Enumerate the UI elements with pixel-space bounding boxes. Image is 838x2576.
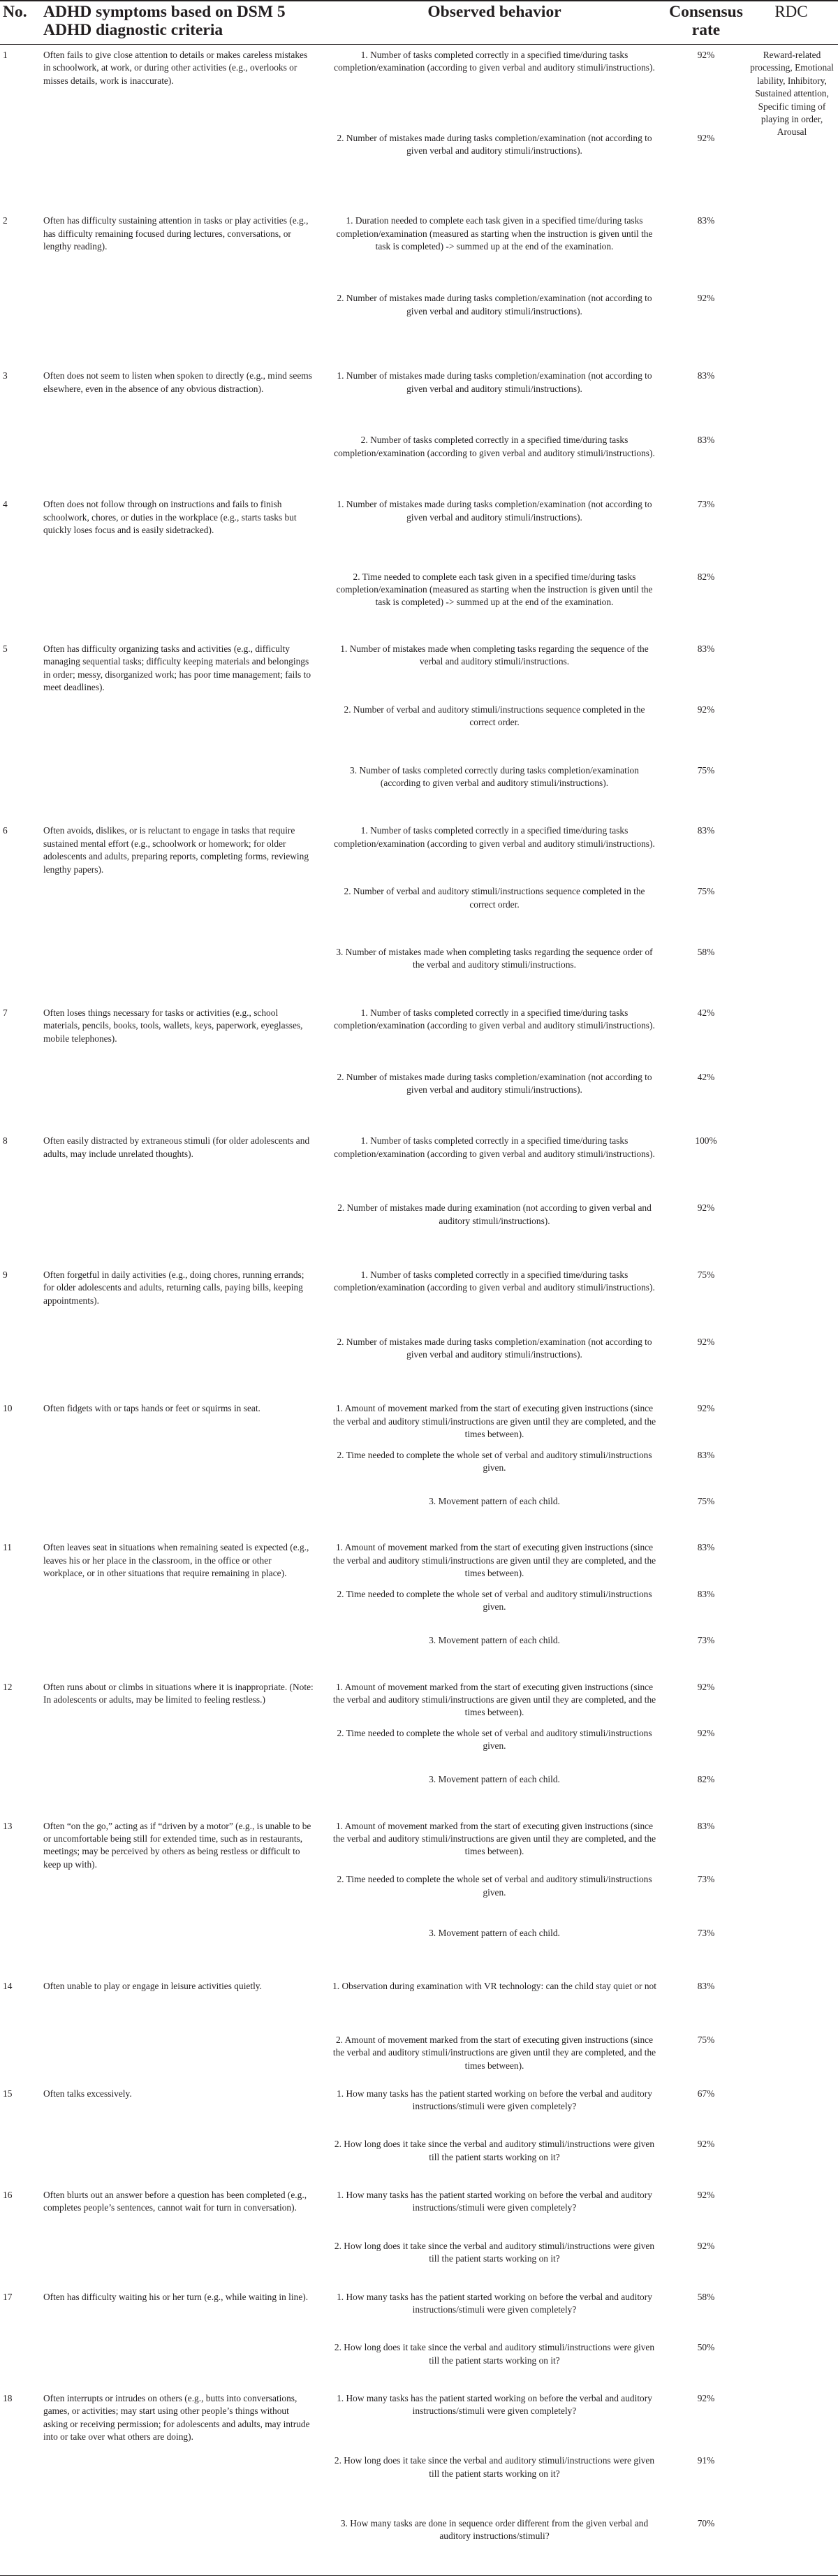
- observed-behaviors: [321, 2287, 744, 2389]
- observed-behavior-text: 1. Number of tasks completed correctly in a specified time/during tasks completion/examination (according to given verbal and auditory stimuli/instructions).: [334, 50, 655, 73]
- behavior-row: [321, 699, 744, 760]
- observed-behavior-text: 1. Number of tasks completed correctly in a specified time/during tasks completion/examination (according to given verbal and auditory stimuli/instructions).: [334, 1269, 655, 1293]
- consensus-rate-value: 82%: [697, 1774, 715, 1785]
- symptom-row: [0, 1976, 838, 2083]
- behavior-row: [321, 1398, 744, 1444]
- behavior-row: [321, 2236, 744, 2287]
- consensus-rate-value: 75%: [697, 886, 715, 897]
- behavior-row: [321, 760, 744, 821]
- observed-behaviors: [321, 2388, 744, 2575]
- symptom-row: [0, 2287, 838, 2389]
- behavior-row: [321, 639, 744, 699]
- row-number: 12: [3, 1681, 13, 1692]
- consensus-rate-value: 82%: [697, 571, 715, 582]
- observed-behavior-text: 2. Number of verbal and auditory stimuli/instructions sequence completed in the correct order.: [344, 886, 645, 910]
- rdc-text: [744, 2185, 838, 2287]
- observed-behavior-text: 1. How many tasks has the patient started working on before the verbal and auditory instructions/stimuli were given completely?: [337, 2291, 652, 2315]
- symptom-text: Often does not follow through on instructions and fails to finish schoolwork, chores, or duties in the workplace (e.g., starts tasks but quickly loses focus and is easily sidetracked).: [43, 499, 297, 536]
- observed-behavior-text: 2. Number of verbal and auditory stimuli/instructions sequence completed in the correct order.: [344, 704, 645, 728]
- behavior-row: [321, 365, 744, 430]
- header-no: No.: [3, 3, 27, 21]
- behavior-row: [321, 820, 744, 881]
- symptom-row: [0, 1398, 838, 1537]
- consensus-rate-value: 83%: [697, 1981, 715, 1992]
- observed-behavior-text: 1. Number of mistakes made during tasks completion/examination (not according to given verbal and auditory stimuli/instructions).: [337, 370, 652, 394]
- observed-behavior-text: 3. Number of mistakes made when completing tasks regarding the sequence order of the verbal and auditory stimuli/instructions.: [336, 946, 653, 970]
- behavior-row: [321, 1537, 744, 1583]
- observed-behavior-text: 2. How long does it take since the verbal and auditory stimuli/instructions were given till the patient starts working on it?: [334, 2240, 655, 2264]
- consensus-rate-value: 92%: [697, 704, 715, 715]
- consensus-rate-value: 73%: [697, 1635, 715, 1646]
- header-rdc: RDC: [774, 3, 808, 20]
- observed-behavior-text: 3. Movement pattern of each child.: [429, 1774, 560, 1785]
- behavior-row: [321, 430, 744, 494]
- observed-behavior-text: 1. Amount of movement marked from the start of executing given instructions (since the verbal and auditory stimuli/instructions are given until they are completed, and the times between).: [332, 1820, 656, 1857]
- behavior-row: [321, 45, 744, 128]
- consensus-rate-value: 73%: [697, 499, 715, 510]
- consensus-rate-value: 67%: [697, 2088, 715, 2099]
- observed-behavior-text: 1. How many tasks has the patient started working on before the verbal and auditory instructions/stimuli were given completely?: [337, 2088, 652, 2111]
- observed-behavior-text: 3. Movement pattern of each child.: [429, 1635, 560, 1646]
- observed-behavior-text: 2. Time needed to complete the whole set of verbal and auditory stimuli/instructions given.: [337, 1449, 652, 1473]
- observed-behavior-text: 2. How long does it take since the verbal and auditory stimuli/instructions were given till the patient starts working on it?: [334, 2342, 655, 2366]
- row-number: 11: [3, 1542, 12, 1553]
- consensus-rate-value: 83%: [697, 435, 715, 446]
- observed-behaviors: [321, 639, 744, 820]
- observed-behavior-text: 1. Observation during examination with VR technology: can the child stay quiet or not: [332, 1981, 656, 1992]
- symptom-text: Often fidgets with or taps hands or feet or squirms in seat.: [43, 1403, 260, 1414]
- row-number: 8: [3, 1135, 8, 1147]
- observed-behavior-text: 2. Time needed to complete the whole set of verbal and auditory stimuli/instructions given.: [337, 1727, 652, 1752]
- observed-behaviors: [321, 2083, 744, 2185]
- behavior-row: [321, 210, 744, 288]
- rdc-text: [744, 2083, 838, 2185]
- row-number: 1: [3, 50, 8, 60]
- consensus-rate-value: 92%: [697, 1681, 715, 1692]
- consensus-rate-value: 92%: [697, 1727, 715, 1738]
- symptom-row: [0, 45, 838, 210]
- observed-behavior-text: 2. Number of mistakes made during tasks completion/examination (not according to given verbal and auditory stimuli/instructions).: [337, 132, 652, 157]
- behavior-row: [321, 1584, 744, 1630]
- observed-behaviors: [321, 1003, 744, 1131]
- symptom-text: Often loses things necessary for tasks or activities (e.g., school materials, pencils, books, tools, wallets, keys, paperwork, eyeglasses, mobile telephones).: [43, 1007, 303, 1044]
- observed-behavior-text: 1. Number of tasks completed correctly in a specified time/during tasks completion/examination (according to given verbal and auditory stimuli/instructions).: [334, 825, 655, 849]
- consensus-rate-value: 91%: [697, 2455, 715, 2466]
- consensus-rate-value: 83%: [697, 1449, 715, 1460]
- consensus-rate-value: 83%: [697, 1588, 715, 1599]
- observed-behavior-text: 3. Number of tasks completed correctly during tasks completion/examination (according to given verbal and auditory stimuli/instructions).: [350, 764, 639, 788]
- consensus-rate-value: 92%: [697, 50, 715, 60]
- behavior-row: [321, 2513, 744, 2575]
- symptom-row: [0, 2388, 838, 2575]
- symptom-row: [0, 210, 838, 365]
- symptom-row: [0, 639, 838, 820]
- header-consensus-rate: Consensus rate: [669, 3, 743, 39]
- consensus-rate-value: 83%: [697, 825, 715, 836]
- symptom-text: Often does not seem to listen when spoken to directly (e.g., mind seems elsewhere, even in the absence of any obvious distraction).: [43, 370, 312, 394]
- behavior-row: [321, 1332, 744, 1399]
- behavior-row: [321, 128, 744, 211]
- behavior-row: [321, 1816, 744, 1870]
- observed-behavior-text: 2. Number of tasks completed correctly in a specified time/during tasks completion/examination (according to given verbal and auditory stimuli/instructions).: [334, 435, 655, 458]
- observed-behavior-text: 2. Time needed to complete the whole set of verbal and auditory stimuli/instructions given.: [337, 1874, 652, 1898]
- observed-behavior-text: 2. Time needed to complete the whole set of verbal and auditory stimuli/instructions given.: [337, 1588, 652, 1613]
- observed-behavior-text: 1. Duration needed to complete each task given in a specified time/during tasks completion/examination (measured as starting when the instruction is given until the task is completed) -> summed up at the end of the examination.: [336, 215, 653, 252]
- consensus-rate-value: 83%: [697, 643, 715, 654]
- consensus-rate-value: 92%: [697, 1202, 715, 1214]
- symptom-row: [0, 1003, 838, 1131]
- rdc-text: [744, 820, 838, 1002]
- consensus-rate-value: 42%: [697, 1071, 715, 1082]
- observed-behavior-text: 1. How many tasks has the patient started working on before the verbal and auditory instructions/stimuli were given completely?: [337, 2393, 652, 2417]
- observed-behaviors: [321, 1816, 744, 1977]
- row-number: 2: [3, 215, 8, 226]
- observed-behavior-text: 2. Number of mistakes made during tasks completion/examination (not according to given verbal and auditory stimuli/instructions).: [337, 1336, 652, 1360]
- behavior-row: [321, 1130, 744, 1198]
- symptom-text: Often easily distracted by extraneous stimuli (for older adolescents and adults, may include unrelated thoughts).: [43, 1135, 310, 1159]
- behavior-row: [321, 1491, 744, 1537]
- rdc-text: [744, 1265, 838, 1398]
- row-number: 5: [3, 643, 8, 654]
- observed-behaviors: [321, 2185, 744, 2287]
- symptom-text: Often avoids, dislikes, or is reluctant to engage in tasks that require sustained mental effort (e.g., schoolwork or homework; for older adolescents and adults, preparing reports, completing forms, reviewing lengthy papers).: [43, 825, 309, 875]
- behavior-row: [321, 942, 744, 1003]
- rdc-text: Reward-related processing, Emotional lability, Inhibitory, Sustained attention, Specific timing of playing in order, Arousal: [750, 50, 834, 138]
- symptom-text: Often runs about or climbs in situations where it is inappropriate. (Note: In adolescents or adults, may be limited to feeling restless.): [43, 1681, 314, 1705]
- consensus-rate-value: 58%: [697, 946, 715, 957]
- observed-behaviors: [321, 45, 744, 210]
- symptom-text: Often has difficulty waiting his or her turn (e.g., while waiting in line).: [43, 2291, 309, 2302]
- consensus-rate-value: 58%: [697, 2291, 715, 2302]
- behavior-row: [321, 2450, 744, 2512]
- row-number: 10: [3, 1403, 13, 1414]
- symptom-row: [0, 2083, 838, 2185]
- behavior-row: [321, 288, 744, 365]
- observed-behaviors: [321, 1398, 744, 1537]
- behavior-row: [321, 881, 744, 942]
- rdc-text: [744, 494, 838, 639]
- observed-behaviors: [321, 1976, 744, 2083]
- behavior-row: [321, 1198, 744, 1265]
- consensus-rate-value: 83%: [697, 215, 715, 226]
- observed-behavior-text: 3. Movement pattern of each child.: [429, 1927, 560, 1938]
- consensus-rate-value: 73%: [697, 1927, 715, 1938]
- observed-behavior-text: 2. Time needed to complete each task given in a specified time/during tasks completion/examination (measured as starting when the instruction is given until the task is completed) -> summed up at the end of the examination.: [336, 571, 653, 608]
- behavior-row: [321, 2134, 744, 2185]
- symptom-text: Often blurts out an answer before a question has been completed (e.g., completes people’s sentences, cannot wait for turn in conversation).: [43, 2190, 307, 2213]
- observed-behaviors: [321, 494, 744, 639]
- observed-behaviors: [321, 1130, 744, 1264]
- consensus-rate-value: 92%: [697, 293, 715, 304]
- consensus-rate-value: 75%: [697, 764, 715, 776]
- behavior-row: [321, 2287, 744, 2338]
- table-header-row: [0, 0, 838, 45]
- behavior-row: [321, 1769, 744, 1815]
- behavior-row: [321, 1630, 744, 1676]
- rdc-text: [744, 210, 838, 365]
- symptom-row: [0, 1265, 838, 1398]
- row-number: 6: [3, 825, 8, 836]
- observed-behavior-text: 3. How many tasks are done in sequence order different from the given verbal and auditory instructions/stimuli?: [340, 2517, 649, 2542]
- behavior-row: [321, 1923, 744, 1977]
- symptom-text: Often unable to play or engage in leisure activities quietly.: [43, 1981, 262, 1992]
- observed-behavior-text: 2. Amount of movement marked from the start of executing given instructions (since the verbal and auditory stimuli/instructions are given until they are completed, and the times between).: [332, 2034, 656, 2071]
- symptom-row: [0, 494, 838, 639]
- behavior-row: [321, 1677, 744, 1723]
- consensus-rate-value: 42%: [697, 1007, 715, 1018]
- behavior-row: [321, 1003, 744, 1067]
- consensus-rate-value: 92%: [697, 2139, 715, 2150]
- symptom-text: Often has difficulty sustaining attention in tasks or play activities (e.g., has difficulty remaining focused during lectures, conversations, or lengthy reading).: [43, 215, 309, 252]
- consensus-rate-value: 92%: [697, 1336, 715, 1347]
- rdc-text: [744, 1130, 838, 1264]
- observed-behavior-text: 1. Amount of movement marked from the start of executing given instructions (since the verbal and auditory stimuli/instructions are given until they are completed, and the times between).: [332, 1403, 656, 1440]
- rdc-text: [744, 2287, 838, 2389]
- header-observed-behavior: Observed behavior: [427, 3, 561, 21]
- consensus-rate-value: 83%: [697, 1820, 715, 1831]
- symptom-row: [0, 1677, 838, 1816]
- row-number: 15: [3, 2088, 13, 2099]
- consensus-rate-value: 92%: [697, 132, 715, 143]
- observed-behavior-text: 3. Movement pattern of each child.: [429, 1496, 560, 1507]
- rdc-text: [744, 1003, 838, 1131]
- rdc-text: [744, 365, 838, 494]
- row-number: 13: [3, 1820, 13, 1831]
- symptom-row: [0, 2185, 838, 2287]
- observed-behavior-text: 1. How many tasks has the patient started working on before the verbal and auditory instructions/stimuli were given completely?: [337, 2190, 652, 2213]
- behavior-row: [321, 1445, 744, 1491]
- observed-behaviors: [321, 1537, 744, 1676]
- symptom-text: Often interrupts or intrudes on others (e.g., butts into conversations, games, or activities; may start using other people’s things without asking or receiving permission; for adolescents and adults, may intrude into or take over what others are doing).: [43, 2393, 310, 2443]
- consensus-rate-value: 92%: [697, 1403, 715, 1414]
- behavior-row: [321, 1976, 744, 2030]
- behavior-row: [321, 1067, 744, 1131]
- rdc-text: [744, 1537, 838, 1676]
- behavior-row: [321, 2337, 744, 2388]
- observed-behavior-text: 1. Number of tasks completed correctly in a specified time/during tasks completion/examination (according to given verbal and auditory stimuli/instructions).: [334, 1007, 655, 1031]
- row-number: 18: [3, 2393, 13, 2403]
- observed-behavior-text: 2. How long does it take since the verbal and auditory stimuli/instructions were given till the patient starts working on it?: [334, 2455, 655, 2479]
- consensus-rate-value: 100%: [695, 1135, 717, 1147]
- consensus-rate-value: 50%: [697, 2342, 715, 2353]
- row-number: 4: [3, 499, 8, 510]
- observed-behavior-text: 2. Number of mistakes made during examination (not according to given verbal and auditory stimuli/instructions).: [337, 1202, 652, 1226]
- observed-behavior-text: 1. Number of mistakes made when completing tasks regarding the sequence of the verbal and auditory stimuli/instructions.: [340, 643, 649, 667]
- consensus-rate-value: 92%: [697, 2190, 715, 2200]
- consensus-rate-value: 73%: [697, 1874, 715, 1885]
- observed-behavior-text: 1. Number of tasks completed correctly in a specified time/during tasks completion/examination (according to given verbal and auditory stimuli/instructions).: [334, 1135, 655, 1159]
- rdc-text: [744, 639, 838, 820]
- row-number: 9: [3, 1269, 8, 1280]
- row-number: 17: [3, 2291, 13, 2302]
- symptom-text: Often forgetful in daily activities (e.g., doing chores, running errands; for older adolescents and adults, returning calls, paying bills, keeping appointments).: [43, 1269, 304, 1306]
- symptom-row: [0, 1816, 838, 1977]
- behavior-row: [321, 1723, 744, 1769]
- header-symptom: ADHD symptoms based on DSM 5 ADHD diagnostic criteria: [43, 3, 286, 39]
- observed-behavior-text: 2. Number of mistakes made during tasks completion/examination (not according to given verbal and auditory stimuli/instructions).: [337, 293, 652, 316]
- rdc-text: [744, 1398, 838, 1537]
- symptom-text: Often “on the go,” acting as if “driven by a motor” (e.g., is unable to be or uncomfortable being still for extended time, such as in restaurants, meetings; may be perceived by others as being restless or difficult to keep up with).: [43, 1820, 311, 1870]
- behavior-row: [321, 2185, 744, 2236]
- rdc-text: [744, 1816, 838, 1977]
- row-number: 14: [3, 1981, 13, 1992]
- row-number: 3: [3, 370, 8, 381]
- symptom-row: [0, 365, 838, 494]
- table-body: [0, 45, 838, 2575]
- row-number: 7: [3, 1007, 8, 1018]
- rdc-text: [744, 1677, 838, 1816]
- consensus-rate-value: 75%: [697, 2034, 715, 2045]
- symptom-text: Often has difficulty organizing tasks and activities (e.g., difficulty managing sequential tasks; difficulty keeping materials and belongings in order; messy, disorganized work; has poor time management; fails to meet deadlines).: [43, 643, 311, 693]
- behavior-row: [321, 1265, 744, 1332]
- symptom-text: Often leaves seat in situations when remaining seated is expected (e.g., leaves his or her place in the classroom, in the office or other workplace, or in other situations that require remaining in place).: [43, 1542, 309, 1579]
- observed-behaviors: [321, 1265, 744, 1398]
- consensus-rate-value: 75%: [697, 1269, 715, 1280]
- observed-behavior-text: 1. Amount of movement marked from the start of executing given instructions (since the verbal and auditory stimuli/instructions are given until they are completed, and the times between).: [332, 1681, 656, 1718]
- observed-behavior-text: 1. Number of mistakes made during tasks completion/examination (not according to given verbal and auditory stimuli/instructions).: [337, 499, 652, 523]
- behavior-row: [321, 494, 744, 566]
- consensus-rate-value: 83%: [697, 1542, 715, 1553]
- observed-behavior-text: 1. Amount of movement marked from the start of executing given instructions (since the verbal and auditory stimuli/instructions are given until they are completed, and the times between).: [332, 1542, 656, 1579]
- consensus-rate-value: 83%: [697, 370, 715, 381]
- observed-behaviors: [321, 210, 744, 365]
- row-number: 16: [3, 2190, 13, 2200]
- behavior-row: [321, 567, 744, 639]
- consensus-rate-value: 92%: [697, 2393, 715, 2403]
- behavior-row: [321, 1869, 744, 1923]
- observed-behavior-text: 2. Number of mistakes made during tasks completion/examination (not according to given verbal and auditory stimuli/instructions).: [337, 1071, 652, 1095]
- consensus-rate-value: 70%: [697, 2517, 715, 2528]
- symptom-text: Often fails to give close attention to details or makes careless mistakes in schoolwork, at work, or during other activities (e.g., overlooks or misses details, work is inaccurate).: [43, 50, 308, 86]
- symptom-row: [0, 1130, 838, 1264]
- behavior-row: [321, 2083, 744, 2134]
- behavior-row: [321, 2388, 744, 2450]
- symptom-row: [0, 1537, 838, 1676]
- behavior-row: [321, 2030, 744, 2083]
- symptom-row: [0, 820, 838, 1002]
- observed-behaviors: [321, 820, 744, 1002]
- rdc-text: [744, 1976, 838, 2083]
- observed-behavior-text: 2. How long does it take since the verbal and auditory stimuli/instructions were given till the patient starts working on it?: [334, 2139, 655, 2162]
- symptom-text: Often talks excessively.: [43, 2088, 132, 2099]
- observed-behaviors: [321, 1677, 744, 1816]
- consensus-rate-value: 75%: [697, 1496, 715, 1507]
- consensus-rate-value: 92%: [697, 2240, 715, 2251]
- observed-behaviors: [321, 365, 744, 494]
- rdc-text: [744, 2388, 838, 2575]
